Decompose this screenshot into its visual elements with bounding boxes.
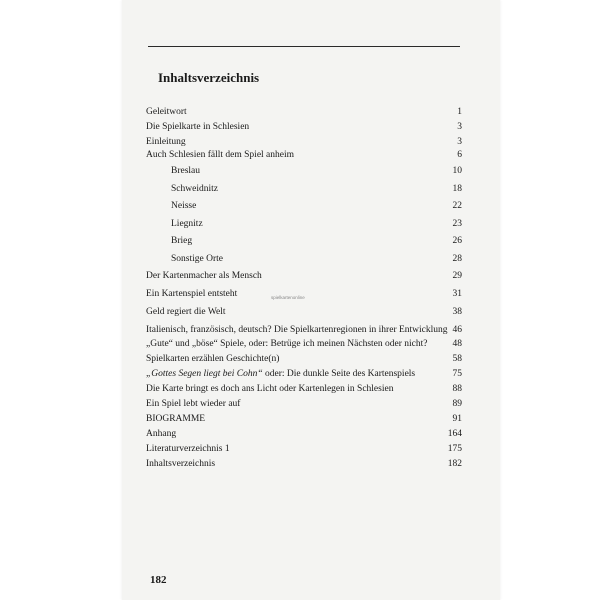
header-rule [148,46,460,47]
toc-entry-page: 164 [447,429,462,439]
toc-entry-label: Neisse [171,201,197,211]
toc-entry-page: 3 [457,122,462,132]
page-number: 182 [150,574,167,586]
toc-entry-page: 18 [452,184,462,194]
toc-entry-page: 91 [452,414,462,424]
toc-entry-page: 46 [452,325,462,335]
toc-entry-label: Sonstige Orte [171,254,223,264]
toc-entry-page: 3 [457,137,462,147]
page-title: Inhaltsverzeichnis [158,70,260,85]
toc-entry-page: 48 [452,339,462,349]
toc-entry-page: 10 [452,166,462,176]
toc-entry-label: Einleitung [146,137,186,147]
toc-entry-page: 38 [452,307,462,317]
toc-entry-page: 26 [452,236,462,246]
toc-entry-page: 23 [452,219,462,229]
toc-entry-label: Geleitwort [146,107,187,117]
toc-entry-label: Italienisch, französisch, deutsch? Die Spielkartenregionen in ihrer Entwicklung [146,325,448,335]
toc-entry-page: 175 [447,444,462,454]
toc-entry-page: 6 [457,150,462,160]
toc-entry-label: Die Spielkarte in Schlesien [146,122,250,132]
toc-entry-label: Liegnitz [171,219,203,229]
toc-entry-label: Brieg [171,236,193,246]
toc-entry-label: Breslau [171,166,201,176]
toc-entry-page: 182 [447,459,462,469]
toc-entry-label: Spielkarten erzählen Geschichte(n) [146,354,280,364]
toc-entry-label: Der Kartenmacher als Mensch [146,271,262,281]
toc-entry-page: 88 [452,384,462,394]
toc-entry-label: Die Karte bringt es doch ans Licht oder Kartenlegen in Schlesien [146,384,394,394]
toc-entry-label: Geld regiert die Welt [146,307,226,317]
toc-entry-page: 75 [452,369,462,379]
toc-entry-label: Anhang [146,429,177,439]
toc-entry-label: Auch Schlesien fällt dem Spiel anheim [146,150,295,160]
toc-entry-page: 58 [452,354,462,364]
toc-entry-label: Literaturverzeichnis 1 [146,444,230,454]
toc-entry-label: „Gute“ und „böse“ Spiele, oder: Betrüge ich meinen Nächsten oder nicht? [146,339,428,349]
toc-entry-page: 89 [452,399,462,409]
book-page [122,0,500,600]
toc-entry-label-rest: oder: Die dunkle Seite des Kartenspiels [262,369,416,379]
toc-entry-page: 28 [452,254,462,264]
toc-entry-page: 22 [452,201,462,211]
toc-entry-label: Ein Spiel lebt wieder auf [146,399,241,409]
toc-entry-page: 31 [452,289,462,299]
toc-entry-label: Ein Kartenspiel entsteht [146,289,238,299]
toc-entry-label: Schweidnitz [171,184,218,194]
toc-entry-label: Inhaltsverzeichnis [146,459,216,469]
toc-entry-label-italic: „Gottes Segen liegt bei Cohn“ [146,369,263,379]
toc-entry-page: 29 [452,271,462,281]
watermark: spielkartenonline [271,295,305,300]
toc-entry-page: 1 [457,107,462,117]
toc-entry-label: BIOGRAMME [146,414,206,424]
toc-entry-label [146,368,415,380]
